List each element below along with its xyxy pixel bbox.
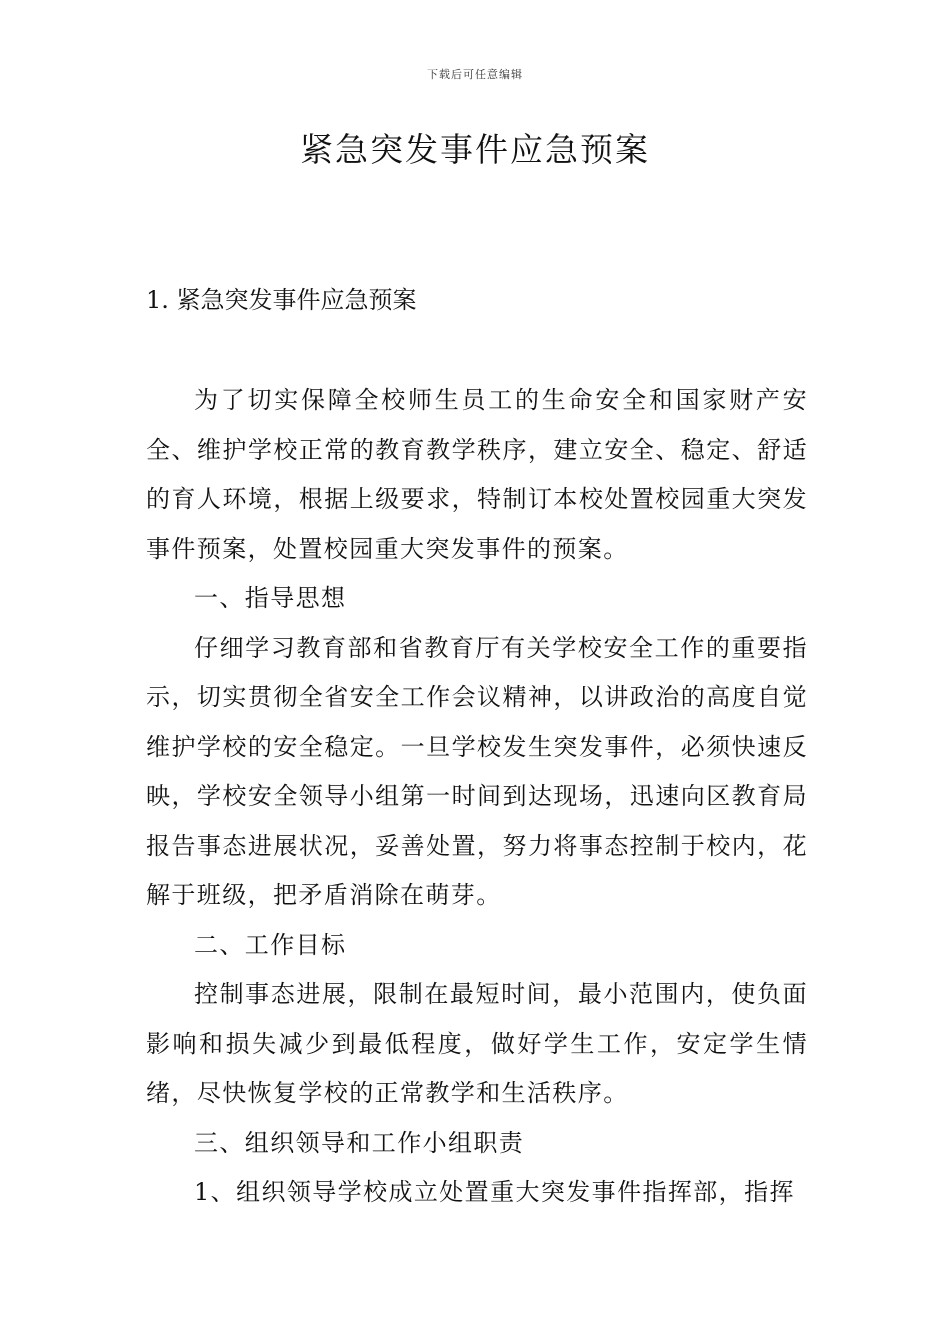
section-heading: 1. 紧急突发事件应急预案 xyxy=(146,286,417,314)
paragraph-intro: 为了切实保障全校师生员工的生命安全和国家财产安全、维护学校正常的教育教学秩序，建立安全、稳定、舒适的育人环境，根据上级要求，特制订本校处置校园重大突发事件预案，处置校园重大突发事件的预案。 xyxy=(146,386,808,563)
heading-work-goals: 二、工作目标 xyxy=(194,930,347,959)
document-body xyxy=(146,376,808,1218)
header-note: 下载后可任意编辑 xyxy=(427,68,523,81)
heading-guiding-ideology: 一、指导思想 xyxy=(194,584,347,612)
paragraph-work-goals: 控制事态进展，限制在最短时间，最小范围内，使负面影响和损失减少到最低程度，做好学生工作，安定学生情绪，尽快恢复学校的正常教学和生活秩序。 xyxy=(146,980,808,1107)
heading-organization: 三、组织领导和工作小组职责 xyxy=(194,1128,525,1157)
document-title: 紧急突发事件应急预案 xyxy=(300,130,650,169)
paragraph-guiding-ideology: 仔细学习教育部和省教育厅有关学校安全工作的重要指示，切实贯彻全省安全工作会议精神，以讲政治的高度自觉维护学校的安全稳定。一旦学校发生突发事件，必须快速反映，学校安全领导小组第一时间到达现场，迅速向区教育局报告事态进展状况，妥善处置，努力将事态控制于校内，花解于班级，把矛盾消除在萌芽。 xyxy=(146,633,808,909)
paragraph-organization: 1、组织领导学校成立处置重大突发事件指挥部，指挥 xyxy=(194,1178,795,1206)
